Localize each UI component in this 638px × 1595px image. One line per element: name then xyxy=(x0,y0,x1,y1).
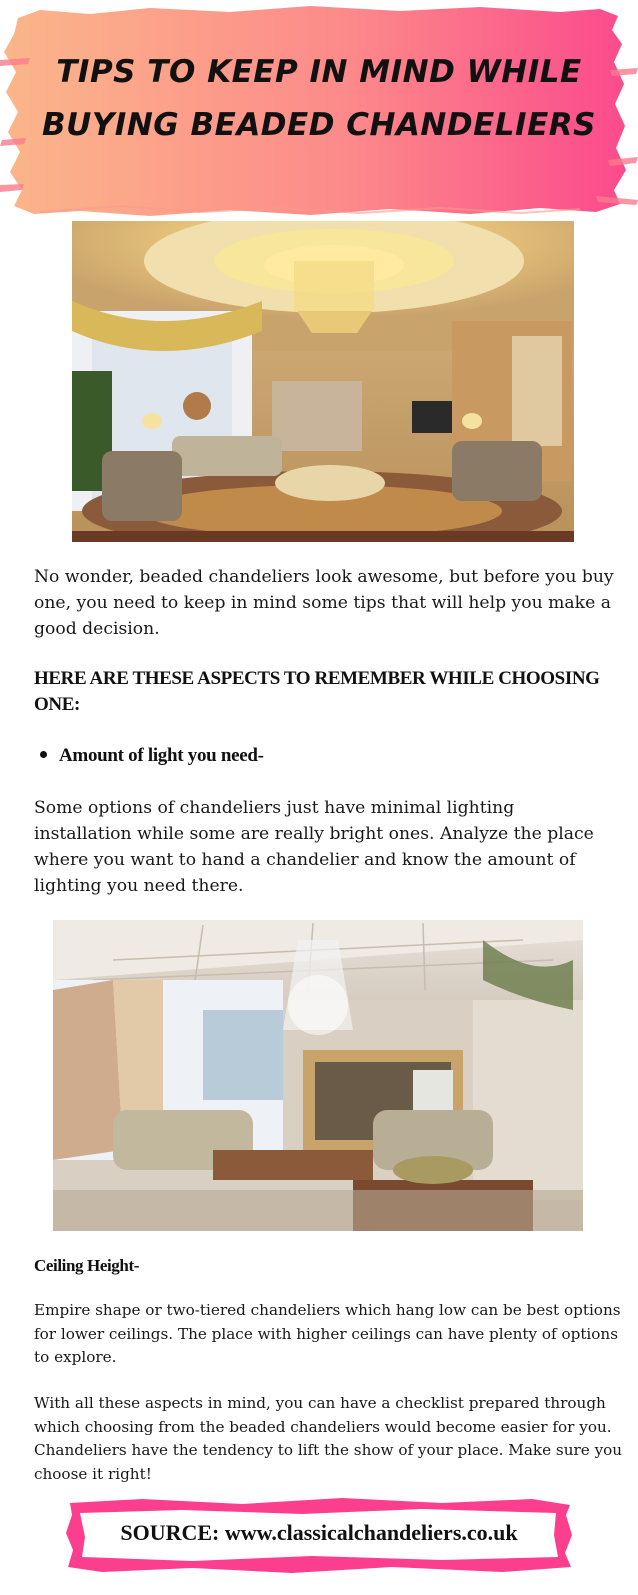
source-link[interactable]: SOURCE: www.classicalchandeliers.co.uk xyxy=(120,1520,518,1545)
tip2-title: Ceiling Height- xyxy=(34,1256,139,1275)
tip1-bullet xyxy=(36,743,264,769)
bullet-dot-icon xyxy=(40,751,47,758)
aspects-heading: HERE ARE THESE ASPECTS TO REMEMBER WHILE CHOOSING ONE: xyxy=(34,668,600,715)
source-box xyxy=(62,1495,576,1575)
intro-paragraph: No wonder, beaded chandeliers look awesome, but before you buy one, you need to keep in mind some tips that will help you make a good decision. xyxy=(34,567,614,639)
page-title: TIPS TO KEEP IN MIND WHILE BUYING BEADED CHANDELIERS xyxy=(42,54,596,143)
living-room-photo xyxy=(72,221,574,542)
header-banner xyxy=(0,0,638,225)
chandelier-room-photo xyxy=(53,920,583,1231)
conclusion-paragraph: With all these aspects in mind, you can have a checklist prepared through which choosing from the beaded chandeliers would become easier for you. Chandeliers have the tendency to lift the show of your place. Make sure you choose it right! xyxy=(34,1394,623,1483)
tip2-paragraph: Empire shape or two-tiered chandeliers which hang low can be best options for lower ceilings. The place with higher ceilings can have plenty of options to explore. xyxy=(34,1301,621,1366)
tip1-paragraph: Some options of chandeliers just have minimal lighting installation while some are really bright ones. Analyze the place where you want to hand a chandelier and know the amount of lighting you need there. xyxy=(34,798,594,896)
tip1-title: Amount of light you need- xyxy=(59,745,264,766)
